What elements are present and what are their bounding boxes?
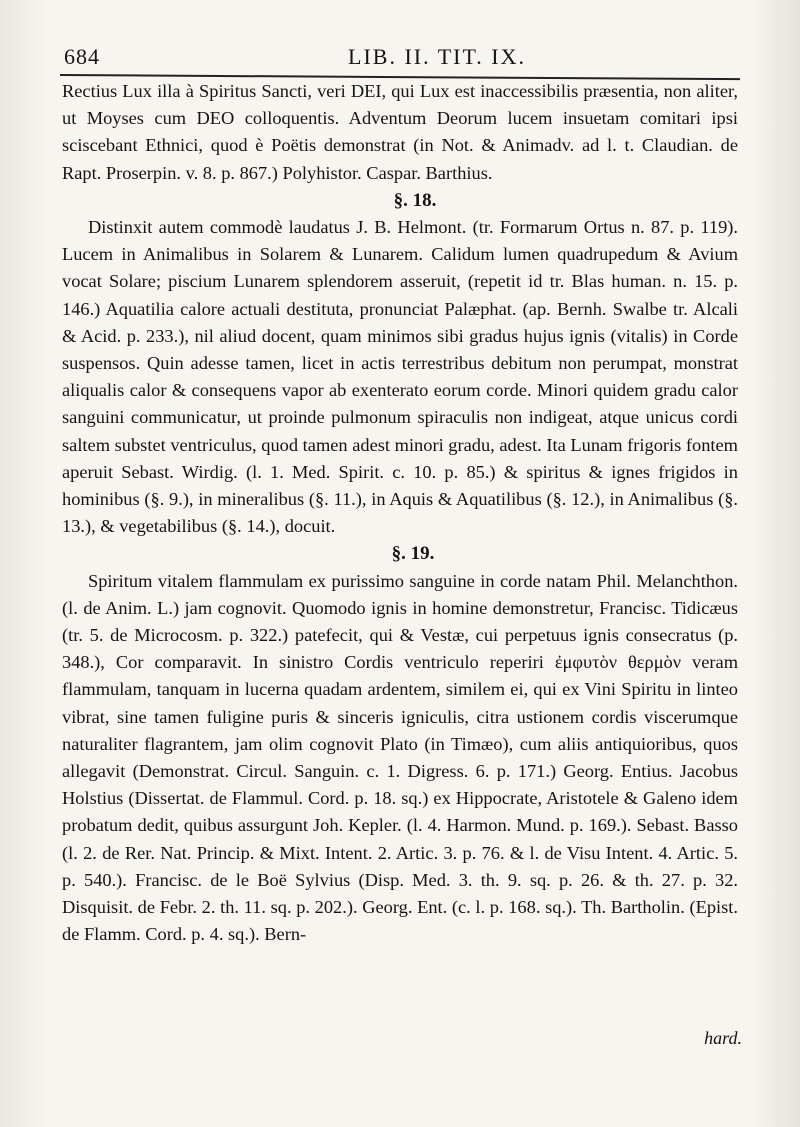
running-title: LIB. II. TIT. IX. [348,44,526,69]
paragraph-section-19: Spiritum vitalem flammulam ex purissimo sanguine in corde natam Phil. Melanchthon. (l. de Anim. L.) jam cognovit. Quomodo ignis in homine demonstretur, Francisc. Tidicæus (tr. 5. de Microcosm. p. 322.) patefecit, qui & Vestæ, cui perpetuus ignis consecratus (p. 348.), Cor comparavit. In sinistro Cordis ventriculo reperiri ἐμφυτὸν θερμὸν veram flammulam, tanquam in lucerna quadam ardentem, similem ei, qui ex Vini Spiritu in linteo vibrat, sine tamen fuligine puris & sinceris igniculis, citra ustionem cordis viscerumque naturaliter flagrantem, jam olim cognovit Plato (in Timæo), cum aliis antiquioribus, quos allegavit (Demonstrat. Circul. Sanguin. c. 1. Digress. 6. p. 171.) Georg. Entius. Jacobus Holstius (Dissertat. de Flammul. Cord. p. 18. sq.) ex Hippocrate, Aristotele & Galeno idem probatum dedit, quibus assurgunt Joh. Kepler. (l. 4. Harmon. Mund. p. 169.). Sebast. Basso (l. 2. de Rer. Nat. Princip. & Mixt. Intent. 2. Artic. 3. p. 76. & l. de Visu Intent. 4. Artic. 5. p. 540.). Francisc. de le Boë Sylvius (Disp. Med. 3. th. 9. sq. p. 26. & th. 27. p. 32. Disquisit. de Febr. 2. th. 11. sq. p. 202.). Georg. Ent. (c. l. p. 168. sq.). Th. Bartholin. (Epist. de Flamm. Cord. p. 4. sq.). Bern- [62,570,738,945]
catchword-line [0,1024,800,1084]
paragraph-continuation: Rectius Lux illa à Spiritus Sancti, veri DEI, qui Lux est inaccessibilis præsentia, non aliter, ut Moyses cum DEO colloquentis. Adventum Deorum lucem insuetam comitari ipsi sciscebant Ethnici, quod è Poëtis demonstrat (in Not. & Animadv. ad l. t. Claudian. de Rapt. Proserpin. v. 8. p. 867.) Polyhistor. Caspar. Barthius. [62,81,738,183]
body-text [62,78,738,948]
page-header [60,38,750,72]
section-heading-19: §. 19. [391,543,435,565]
paragraph-section-18: Distinxit autem commodè laudatus J. B. Helmont. (tr. Formarum Ortus n. 87. p. 119). Lucem in Animalibus in Solarem & Lunarem. Calidum lumen quadrupedum & Avium vocat Solare; piscium Lunarem splendorem asseruit, (repetit id tr. Blas human. n. 15. p. 146.) Aquatilia calore actuali destituta, pronunciat Palæphat. (ap. Bernh. Swalbe tr. Alcali & Acid. p. 233.), nil aliud docent, quam minimos sibi gradus hujus ignis (vitalis) in Corde suspensos. Quin adesse tamen, licet in actis terrestribus debitum non perumpat, monstrat aliqualis calor & consequens vapor ab exenterato eorum corde. Minori quidem gradu calor sanguini communicatur, ut proinde pulmonum spiraculis non indigeat, atque unicus cordi saltem substet ventriculus, quod tamen adest minori gradu, adest. Ita Lunam frigoris fontem aperuit Sebast. Wirdig. (l. 1. Med. Spirit. c. 10. p. 85.) & spiritus & ignes frigidos in hominibus (§. 9.), in mineralibus (§. 11.), in Aquis & Aquatilibus (§. 12.), in Animalibus (§. 13.), & vegetabilibus (§. 14.), docuit. [62,217,738,537]
catchword: hard. [704,1028,742,1048]
section-heading-18: §. 18. [393,189,437,211]
page-number: 684 [64,44,100,69]
